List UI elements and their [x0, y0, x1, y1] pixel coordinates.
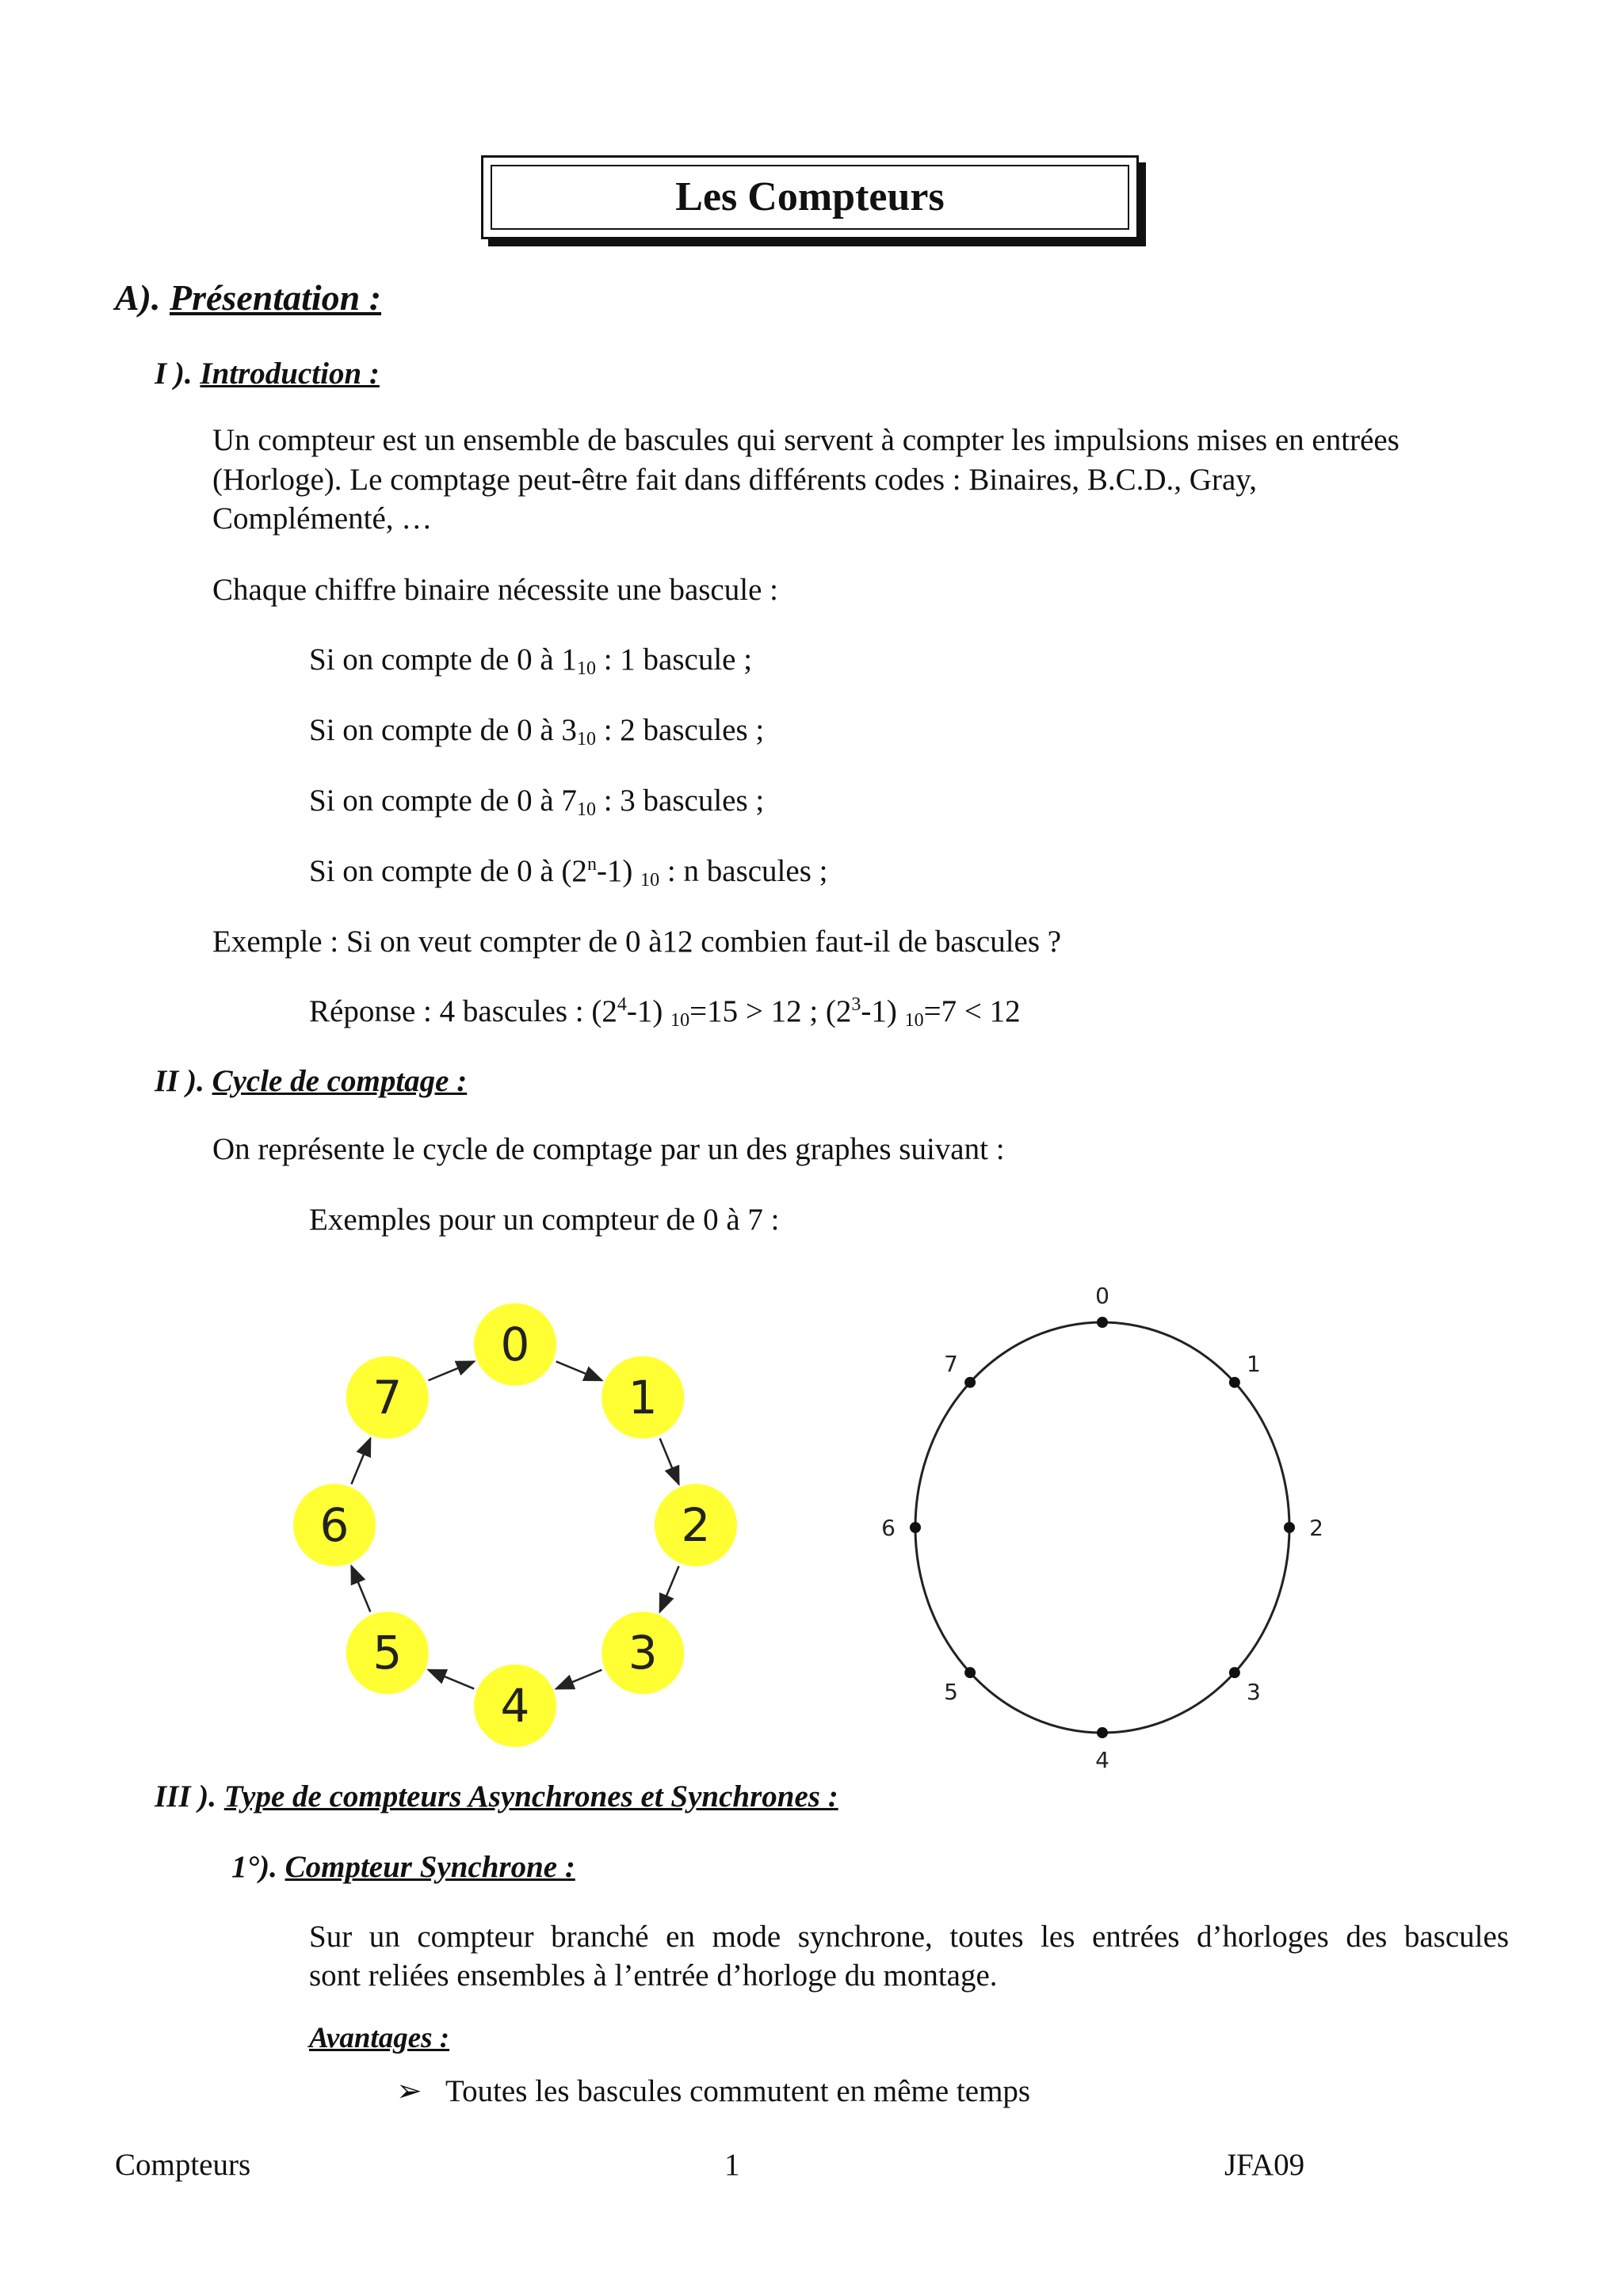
synchrone-heading — [231, 1849, 575, 1886]
intro-paragraph-line3: Complémenté, … — [212, 502, 433, 536]
count-line-1-pre: Si on compte de 0 à 1 — [309, 643, 577, 677]
cycle-heading — [155, 1063, 467, 1100]
count-line-1 — [309, 642, 752, 679]
state-ellipse-diagram — [880, 1268, 1347, 1773]
ellipse-point-label-1: 1 — [1247, 1350, 1261, 1377]
state-node-label-0: 0 — [500, 1318, 530, 1371]
ellipse-point-label-0: 0 — [1095, 1283, 1109, 1309]
count-line-3-post: : 3 bascules ; — [595, 784, 765, 818]
ellipse-point-5 — [964, 1667, 976, 1678]
cycle-paragraph: On représente le cycle de comptage par un des graphes suivant : — [212, 1132, 1005, 1166]
count-line-4 — [309, 853, 827, 891]
count-line-1-base: 10 — [576, 658, 596, 679]
transition-arrow-2-3 — [660, 1566, 679, 1612]
ellipse-point-3 — [1229, 1667, 1240, 1678]
answer-part-2: -1) — [626, 994, 671, 1028]
transition-arrow-0-1 — [556, 1361, 602, 1380]
ellipse-point-0 — [1097, 1317, 1108, 1328]
count-line-2-pre: Si on compte de 0 à 3 — [309, 713, 577, 747]
ellipse-point-label-3: 3 — [1247, 1679, 1261, 1706]
footer-left: Compteurs — [115, 2148, 251, 2182]
transition-arrow-5-6 — [351, 1566, 370, 1612]
answer-base-1: 10 — [670, 1010, 690, 1031]
transition-arrow-4-5 — [429, 1670, 475, 1689]
footer-page-number: 1 — [724, 2148, 740, 2182]
advantage-bullet: ➢ — [396, 2074, 422, 2108]
synchrone-title: Compteur Synchrone : — [285, 1850, 575, 1884]
intro-paragraph-line1: Un compteur est un ensemble de bascules qui servent à compter les impulsions mises en entrées — [212, 423, 1400, 457]
count-line-4-exponent: n — [586, 854, 597, 875]
state-node-label-5: 5 — [372, 1626, 403, 1680]
state-cycle-diagram — [293, 1291, 737, 1759]
answer-base-2: 10 — [904, 1010, 924, 1031]
ellipse-point-label-5: 5 — [944, 1679, 958, 1706]
count-line-4-base: 10 — [640, 870, 660, 891]
state-node-label-7: 7 — [372, 1370, 403, 1425]
answer-part-1: Réponse : 4 bascules : (2 — [309, 994, 617, 1028]
state-node-label-1: 1 — [628, 1370, 658, 1425]
state-node-label-3: 3 — [628, 1626, 658, 1680]
answer-part-3: =15 > 12 ; (2 — [689, 994, 852, 1028]
cycle-nodes — [293, 1303, 737, 1747]
synchrone-paragraph-line1 — [309, 1919, 1509, 1956]
cycle-number: II ). — [155, 1064, 204, 1098]
ellipse-point-6 — [910, 1522, 921, 1533]
types-number: III ). — [155, 1779, 217, 1814]
ellipse-point-2 — [1284, 1522, 1295, 1533]
section-a-number: A). — [115, 277, 161, 318]
transition-arrow-6-7 — [351, 1439, 370, 1485]
state-node-label-6: 6 — [319, 1498, 349, 1552]
types-title: Type de compteurs Asynchrones et Synchrones : — [223, 1779, 838, 1814]
transition-arrow-3-4 — [556, 1670, 602, 1689]
intro-paragraph-line2 — [212, 462, 1509, 499]
advantage-item-1: Toutes les bascules commutent en même temps — [445, 2074, 1031, 2108]
count-line-2-base: 10 — [576, 729, 596, 749]
synchrone-paragraph-line2: sont reliées ensembles à l’entrée d’horloge du montage. — [309, 1958, 998, 1993]
ellipse-point-label-2: 2 — [1309, 1515, 1323, 1541]
synchrone-number: 1°). — [231, 1850, 277, 1884]
count-line-3 — [309, 783, 764, 820]
answer-exponent-1: 4 — [617, 994, 627, 1015]
intro-paragraph-line2-text: (Horloge). Le comptage peut-être fait dans différents codes : Binaires, B.C.D., Gray, — [212, 463, 1257, 497]
answer-part-4: -1) — [861, 994, 905, 1028]
state-node-label-4: 4 — [500, 1679, 530, 1733]
page-title-text: Les Compteurs — [675, 174, 945, 219]
state-node-label-2: 2 — [681, 1498, 711, 1552]
count-line-3-base: 10 — [576, 799, 596, 820]
ellipse-point-label-4: 4 — [1095, 1747, 1109, 1773]
cycle-title: Cycle de comptage : — [212, 1064, 468, 1098]
count-line-1-post: : 1 bascule ; — [595, 643, 753, 677]
count-line-2 — [309, 712, 764, 749]
example-answer — [309, 994, 1021, 1031]
transition-arrow-1-2 — [660, 1439, 679, 1485]
answer-part-5: =7 < 12 — [923, 994, 1021, 1028]
section-a-heading — [115, 276, 381, 319]
section-a-title: Présentation : — [170, 277, 382, 318]
count-line-4-pre: Si on compte de 0 à (2 — [309, 854, 587, 888]
example-question: Exemple : Si on veut compter de 0 à12 combien faut-il de bascules ? — [212, 925, 1062, 959]
ellipse-points — [881, 1283, 1323, 1773]
intro-number: I ). — [155, 357, 193, 391]
intro-paragraph-2: Chaque chiffre binaire nécessite une bascule : — [212, 573, 778, 607]
cycle-examples-label: Exemples pour un compteur de 0 à 7 : — [309, 1203, 780, 1237]
ellipse-point-1 — [1229, 1377, 1240, 1388]
ellipse-point-label-7: 7 — [944, 1350, 958, 1377]
count-line-4-post: : n bascules ; — [659, 854, 828, 888]
footer-right: JFA09 — [1224, 2148, 1305, 2182]
transition-arrow-7-0 — [429, 1361, 475, 1380]
answer-exponent-2: 3 — [851, 994, 861, 1015]
ellipse-point-7 — [964, 1377, 976, 1388]
ellipse-point-label-6: 6 — [881, 1515, 896, 1541]
synchrone-paragraph-line1-text: Sur un compteur branché en mode synchrone, toutes les entrées d’horloges des bascules — [309, 1920, 1509, 1954]
types-heading — [155, 1779, 838, 1816]
intro-heading — [155, 356, 380, 393]
page-title — [481, 155, 1139, 239]
count-line-4-mid: -1) — [596, 854, 641, 888]
count-line-3-pre: Si on compte de 0 à 7 — [309, 784, 577, 818]
intro-title: Introduction : — [200, 357, 380, 391]
ellipse-point-4 — [1097, 1727, 1108, 1738]
advantages-heading: Avantages : — [309, 2022, 450, 2054]
count-line-2-post: : 2 bascules ; — [595, 713, 765, 747]
